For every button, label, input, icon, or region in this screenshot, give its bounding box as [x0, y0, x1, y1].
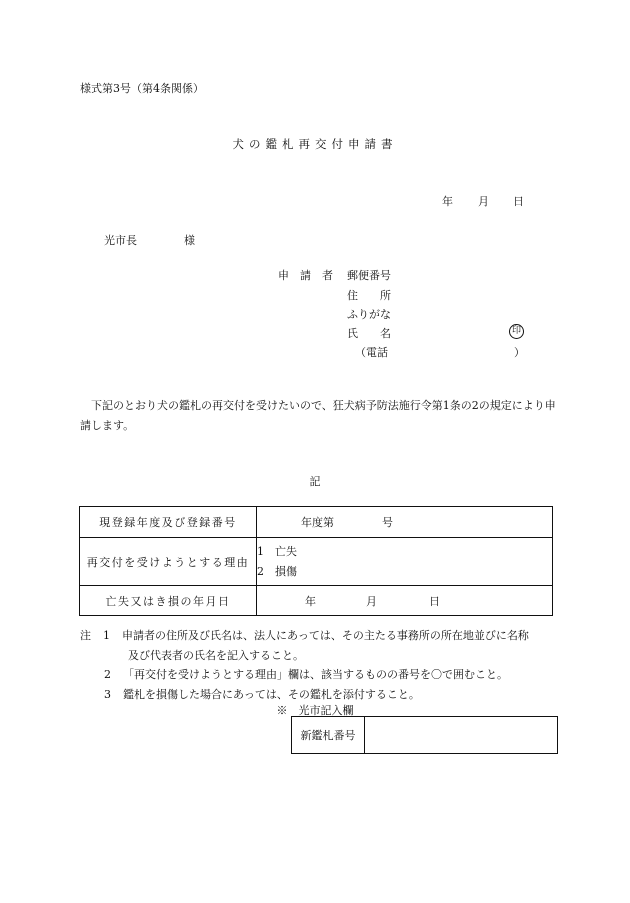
new-tag-number-field[interactable]: [365, 717, 558, 754]
addressee-name: 光市長: [104, 234, 137, 247]
reason-options[interactable]: [257, 538, 553, 586]
new-tag-number-label: 新鑑札番号: [292, 717, 365, 754]
date-month: 月: [478, 195, 489, 208]
date-year: 年: [442, 195, 453, 208]
reason-option-lost[interactable]: 1 亡失: [257, 544, 297, 558]
seal-icon: 印: [509, 324, 524, 339]
registration-label: 現登録年度及び登録番号: [80, 507, 257, 538]
loss-month: 月: [366, 594, 377, 608]
loss-day: 日: [429, 594, 440, 608]
table-row: [80, 586, 553, 616]
note-item-1: 注 1 申請者の住所及び氏名は、法人にあっては、その主たる事務所の所在地並びに名称: [80, 629, 529, 642]
application-table: [79, 506, 553, 616]
notes-prefix: 注: [80, 629, 91, 642]
applicant-label: 申 請 者: [278, 269, 333, 282]
loss-date-value[interactable]: [257, 586, 553, 616]
form-number: 様式第3号（第4条関係）: [80, 82, 204, 95]
postal-code-label: 郵便番号: [347, 269, 391, 282]
furigana-label: ふりがな: [347, 308, 391, 321]
city-section-title: ※ 光市記入欄: [276, 704, 354, 717]
reason-option-damaged[interactable]: 2 損傷: [257, 564, 297, 578]
city-use-table: [291, 716, 558, 754]
notes: [80, 626, 560, 704]
name-label: 氏 名: [347, 327, 391, 340]
loss-year: 年: [305, 594, 316, 608]
note-item-2: 2 「再交付を受けようとする理由」欄は、該当するものの番号を〇で囲むこと。: [104, 668, 508, 681]
loss-date-label: 亡失又はき損の年月日: [80, 586, 257, 616]
phone-close: ）: [514, 346, 525, 359]
year-number-label: 年度第: [301, 516, 334, 529]
number-suffix: 号: [382, 516, 393, 529]
table-row: [80, 538, 553, 586]
table-row: [80, 507, 553, 538]
addressee-honorific: 様: [184, 234, 195, 247]
ki-heading: 記: [309, 475, 321, 488]
registration-value[interactable]: [257, 507, 553, 538]
note-item-3: 3 鑑札を損傷した場合にあっては、その鑑札を添付すること。: [104, 687, 420, 701]
phone-label: （電話: [355, 346, 388, 359]
note-item-1-cont: 及び代表者の氏名を記入すること。: [128, 648, 304, 662]
body-text: 下記のとおり犬の鑑札の再交付を受けたいので、狂犬病予防法施行令第1条の2の規定により申請します。: [80, 399, 556, 432]
date-day: 日: [513, 195, 524, 208]
address-label: 住 所: [347, 289, 391, 302]
document-title: 犬の鑑札再交付申請書: [232, 137, 398, 151]
reason-label: 再交付を受けようとする理由: [80, 538, 257, 586]
